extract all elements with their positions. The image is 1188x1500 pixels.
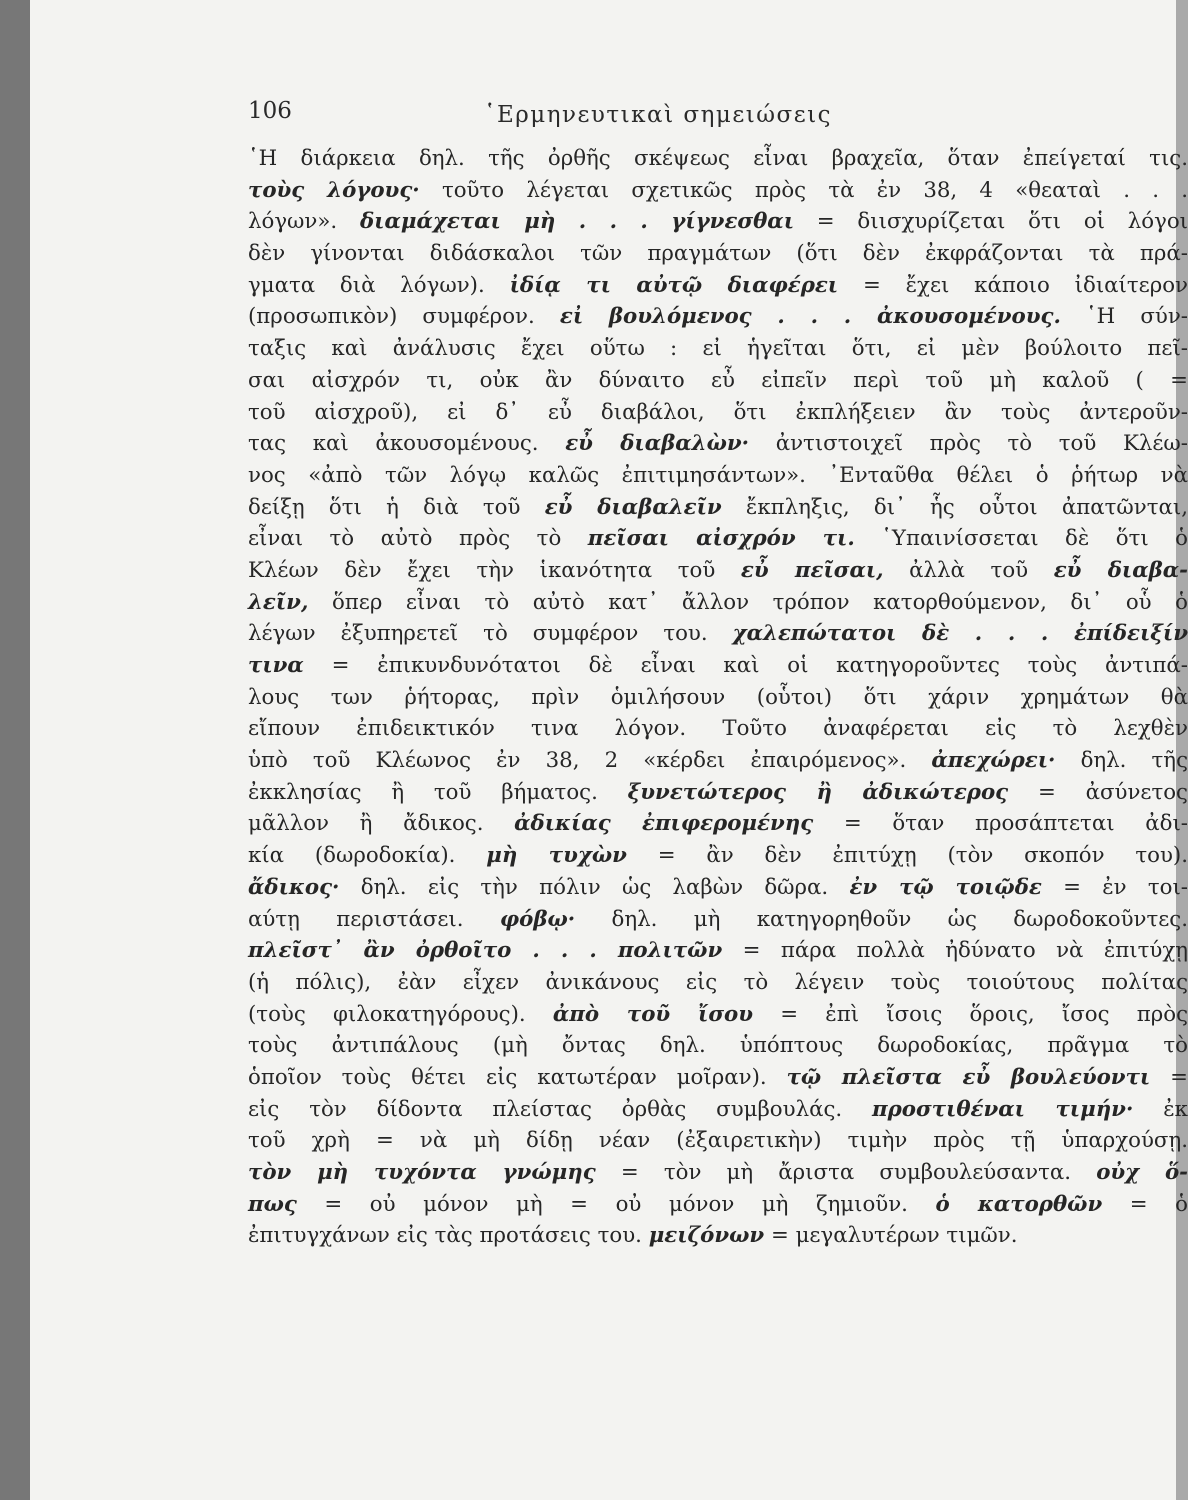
commentary-text: ὁποῖον τοὺς θέτει εἰς κατωτέραν μοῖραν). bbox=[248, 1064, 787, 1090]
commentary-text: λόγων». bbox=[248, 209, 360, 235]
text-line bbox=[248, 428, 1188, 460]
commentary-text: ὑπὸ τοῦ Κλέωνος ἐν 38, 2 «κέρδει ἐπαιρόμενος». bbox=[248, 748, 932, 774]
text-line bbox=[248, 840, 1188, 872]
commentary-text: κία (δωροδοκία). bbox=[248, 843, 487, 869]
lemma-term: ὁ κατορθῶν bbox=[935, 1191, 1103, 1217]
commentary-text: = διισχυρίζεται ὅτι οἱ λόγοι bbox=[794, 209, 1188, 235]
text-line bbox=[248, 238, 1188, 270]
commentary-text: = πάρα πολλὰ ἠδύνατο νὰ ἐπιτύχῃ bbox=[722, 938, 1188, 964]
text-line bbox=[248, 713, 1188, 745]
text-line bbox=[248, 999, 1188, 1031]
lemma-term: πεῖσαι αἰσχρόν τι. bbox=[587, 526, 855, 552]
lemma-term: εὖ πεῖσαι, bbox=[740, 557, 884, 583]
lemma-term: εὖ διαβαλεῖν bbox=[544, 494, 722, 520]
lemma-term: ἰδίᾳ τι αὐτῷ διαφέρει bbox=[509, 272, 839, 298]
text-line bbox=[248, 333, 1188, 365]
text-line bbox=[248, 650, 1188, 682]
text-line bbox=[248, 904, 1188, 936]
lemma-term: τῷ πλεῖστα εὖ βουλεύοντι bbox=[786, 1064, 1151, 1090]
commentary-text: = μεγαλυτέρων τιμῶν. bbox=[764, 1223, 1018, 1249]
lemma-term: μειζόνων bbox=[648, 1223, 765, 1249]
lemma-term: διαμάχεται μὴ . . . γίγνεσθαι bbox=[359, 209, 795, 235]
commentary-text: σαι αἰσχρόν τι, οὐκ ἂν δύναιτο εὖ εἰπεῖν περὶ τοῦ μὴ καλοῦ ( = bbox=[248, 367, 1188, 393]
lemma-term: πως bbox=[248, 1191, 297, 1217]
text-line bbox=[248, 1157, 1188, 1189]
lemma-term: οὐχ ὅ- bbox=[1096, 1160, 1188, 1185]
commentary-text: ῾Η σύν- bbox=[1060, 304, 1188, 330]
commentary-text: ἐκκλησίας ἢ τοῦ βήματος. bbox=[248, 779, 628, 805]
lemma-term: ἀπὸ τοῦ ἴσου bbox=[552, 1001, 754, 1027]
lemma-term: τὸν μὴ τυχόντα γνώμης bbox=[248, 1160, 596, 1185]
commentary-text: ὅπερ εἶναι τὸ αὐτὸ κατ᾽ ἄλλον τρόπον κατορθούμενον, δι᾽ οὗ ὁ bbox=[308, 589, 1188, 615]
lemma-term: τινα bbox=[248, 653, 304, 678]
lemma-term: ἀδικίας ἐπιφερομένης bbox=[514, 811, 814, 837]
commentary-text: λέγων ἐξυπηρετεῖ τὸ συμφέρον του. bbox=[248, 621, 733, 647]
commentary-text: δὲν γίνονται διδάσκαλοι τῶν πραγμάτων (ὅτι δὲν ἐκφράζονται τὰ πρά- bbox=[248, 241, 1188, 267]
commentary-text: ἐπιτυγχάνων εἰς τὰς προτάσεις του. bbox=[248, 1223, 649, 1249]
commentary-text: = ὅταν προσάπτεται ἀδι- bbox=[813, 811, 1188, 837]
lemma-term: ξυνετώτερος ἢ ἀδικώτερος bbox=[627, 779, 1009, 805]
commentary-text: = ἐπικυνδυνότατοι δὲ εἶναι καὶ οἱ κατηγοροῦντες τοὺς ἀντιπά- bbox=[303, 653, 1188, 678]
commentary-text: = bbox=[1150, 1064, 1188, 1090]
text-line bbox=[248, 1030, 1188, 1062]
commentary-text: = τὸν μὴ ἄριστα συμβουλεύσαντα. bbox=[595, 1160, 1097, 1185]
text-line bbox=[248, 808, 1188, 840]
lemma-term: μὴ τυχὼν bbox=[486, 843, 627, 869]
commentary-text: = ἂν δὲν ἐπιτύχῃ (τὸν σκοπόν του). bbox=[626, 843, 1188, 869]
text-line bbox=[248, 935, 1188, 967]
lemma-term: φόβῳ· bbox=[499, 906, 576, 932]
text-line bbox=[248, 175, 1188, 207]
commentary-text: νος «ἀπὸ τῶν λόγῳ καλῶς ἐπιτιμησάντων». ᾿Ενταῦθα θέλει ὁ ῥήτωρ νὰ bbox=[248, 462, 1188, 488]
lemma-term: πλεῖστ᾽ ἂν ὀρθοῖτο . . . πολιτῶν bbox=[248, 938, 723, 964]
text-line bbox=[248, 206, 1188, 238]
text-line bbox=[248, 460, 1188, 492]
text-line bbox=[248, 397, 1188, 429]
text-line bbox=[248, 301, 1188, 333]
commentary-text: = ἔχει κάποιο ἰδιαίτερον bbox=[838, 272, 1188, 298]
lemma-term: εὖ διαβαλὼν· bbox=[565, 431, 750, 457]
commentary-text: = οὐ μόνον μὴ = οὐ μόνον μὴ ζημιοῦν. bbox=[296, 1191, 936, 1217]
commentary-text: εἰς τὸν δίδοντα πλείστας ὀρθὰς συμβουλάς. bbox=[248, 1096, 873, 1122]
lemma-term: εὖ διαβα- bbox=[1053, 557, 1188, 583]
commentary-text: = ἐπὶ ἴσοις ὅροις, ἴσος πρὸς bbox=[753, 1001, 1188, 1027]
text-line bbox=[248, 1220, 1188, 1252]
text-line bbox=[248, 872, 1188, 904]
body-text bbox=[248, 143, 1188, 1252]
commentary-text: τοῦτο λέγεται σχετικῶς πρὸς τὰ ἐν 38, 4 «θεαταὶ . . . bbox=[419, 177, 1188, 203]
text-line bbox=[248, 587, 1188, 619]
lemma-term: τοὺς λόγους· bbox=[248, 177, 420, 203]
commentary-text: ἀντιστοιχεῖ πρὸς τὸ τοῦ Κλέω- bbox=[749, 431, 1188, 457]
commentary-text: δηλ. τῆς bbox=[1055, 748, 1188, 774]
lemma-term: προστιθέναι τιμήν· bbox=[872, 1096, 1134, 1122]
text-line bbox=[248, 492, 1188, 524]
commentary-text: αύτῃ περιστάσει. bbox=[248, 906, 500, 932]
lemma-term: ἀπεχώρει· bbox=[931, 748, 1056, 774]
text-line bbox=[248, 1062, 1188, 1094]
commentary-text: τοῦ χρὴ = νὰ μὴ δίδῃ νέαν (ἐξαιρετικὴν) τιμὴν πρὸς τῇ ὑπαρχούσῃ. bbox=[248, 1128, 1188, 1154]
commentary-text: = ἐν τοι- bbox=[1041, 874, 1188, 900]
commentary-text: (τοὺς φιλοκατηγόρους). bbox=[248, 1001, 553, 1027]
commentary-text: δηλ. εἰς τὴν πόλιν ὡς λαβὼν δῶρα. bbox=[339, 874, 850, 900]
commentary-text: δηλ. μὴ κατηγορηθοῦν ὡς δωροδοκοῦντες. bbox=[575, 906, 1188, 932]
commentary-text: λους των ῥήτορας, πρὶν ὁμιλήσουν (οὗτοι) ὅτι χάριν χρημάτων θὰ bbox=[248, 684, 1188, 710]
text-line bbox=[248, 618, 1188, 650]
text-line bbox=[248, 523, 1188, 555]
page-header bbox=[248, 98, 1188, 132]
commentary-text: δείξῃ ὅτι ἡ διὰ τοῦ bbox=[248, 494, 545, 520]
commentary-text: εἶναι τὸ αὐτὸ πρὸς τὸ bbox=[248, 526, 588, 552]
commentary-text: μᾶλλον ἢ ἄδικος. bbox=[248, 811, 515, 837]
text-line bbox=[248, 777, 1188, 809]
page-number: 106 bbox=[248, 98, 292, 124]
commentary-text: ῾Η διάρκεια δηλ. τῆς ὀρθῆς σκέψεως εἶναι βραχεῖα, ὅταν ἐπείγεταί τις. bbox=[248, 146, 1188, 171]
commentary-text: ἀλλὰ τοῦ bbox=[883, 557, 1054, 583]
text-line bbox=[248, 682, 1188, 714]
commentary-text: γματα διὰ λόγων). bbox=[248, 272, 510, 298]
commentary-text: εἴπουν ἐπιδεικτικόν τινα λόγον. Τοῦτο ἀναφέρεται εἰς τὸ λεχθὲν bbox=[248, 716, 1188, 742]
running-title: ῾Ερμηνευτικαὶ σημειώσεις bbox=[484, 102, 833, 128]
commentary-text: ἐκ bbox=[1133, 1096, 1188, 1122]
commentary-text: ταξις καὶ ἀνάλυσις ἔχει οὕτω : εἰ ἡγεῖται ὅτι, εἰ μὲν βούλοιτο πεῖ- bbox=[248, 336, 1188, 362]
text-line bbox=[248, 555, 1188, 587]
lemma-term: χαλεπώτατοι δὲ . . . ἐπίδειξίν bbox=[732, 621, 1188, 647]
commentary-text: Κλέων δὲν ἔχει τὴν ἱκανότητα τοῦ bbox=[248, 557, 741, 583]
text-line bbox=[248, 745, 1188, 777]
text-line bbox=[248, 967, 1188, 999]
lemma-term: εἰ βουλόμενος . . . ἀκουσομένους. bbox=[559, 304, 1061, 330]
commentary-text: τας καὶ ἀκουσομένους. bbox=[248, 431, 566, 457]
commentary-text: τοῦ αἰσχροῦ), εἰ δ᾽ εὖ διαβάλοι, ὅτι ἐκπλήξειεν ἂν τοὺς ἀντεροῦν- bbox=[248, 399, 1188, 425]
commentary-text: = ὁ bbox=[1102, 1191, 1188, 1217]
commentary-text: ἔκπληξις, δι᾽ ἧς οὗτοι ἀπατῶνται, bbox=[721, 494, 1188, 520]
commentary-text: τοὺς ἀντιπάλους (μὴ ὄντας δηλ. ὑπόπτους δωροδοκίας, πρᾶγμα τὸ bbox=[248, 1033, 1188, 1059]
text-line bbox=[248, 1189, 1188, 1221]
text-line bbox=[248, 1094, 1188, 1126]
lemma-term: ἐν τῷ τοιῷδε bbox=[849, 874, 1042, 900]
commentary-text: = ἀσύνετος bbox=[1008, 779, 1188, 805]
text-line bbox=[248, 1125, 1188, 1157]
text-line bbox=[248, 270, 1188, 302]
commentary-text: (ἡ πόλις), ἐὰν εἶχεν ἀνικάνους εἰς τὸ λέγειν τοὺς τοιούτους πολίτας bbox=[248, 969, 1188, 995]
lemma-term: ἄδικος· bbox=[248, 874, 340, 900]
lemma-term: λεῖν, bbox=[248, 589, 309, 615]
commentary-text: ῾Υπαινίσσεται δὲ ὅτι ὁ bbox=[854, 526, 1188, 552]
text-line bbox=[248, 143, 1188, 175]
text-line bbox=[248, 365, 1188, 397]
commentary-text: (προσωπικὸν) συμφέρον. bbox=[248, 304, 560, 330]
